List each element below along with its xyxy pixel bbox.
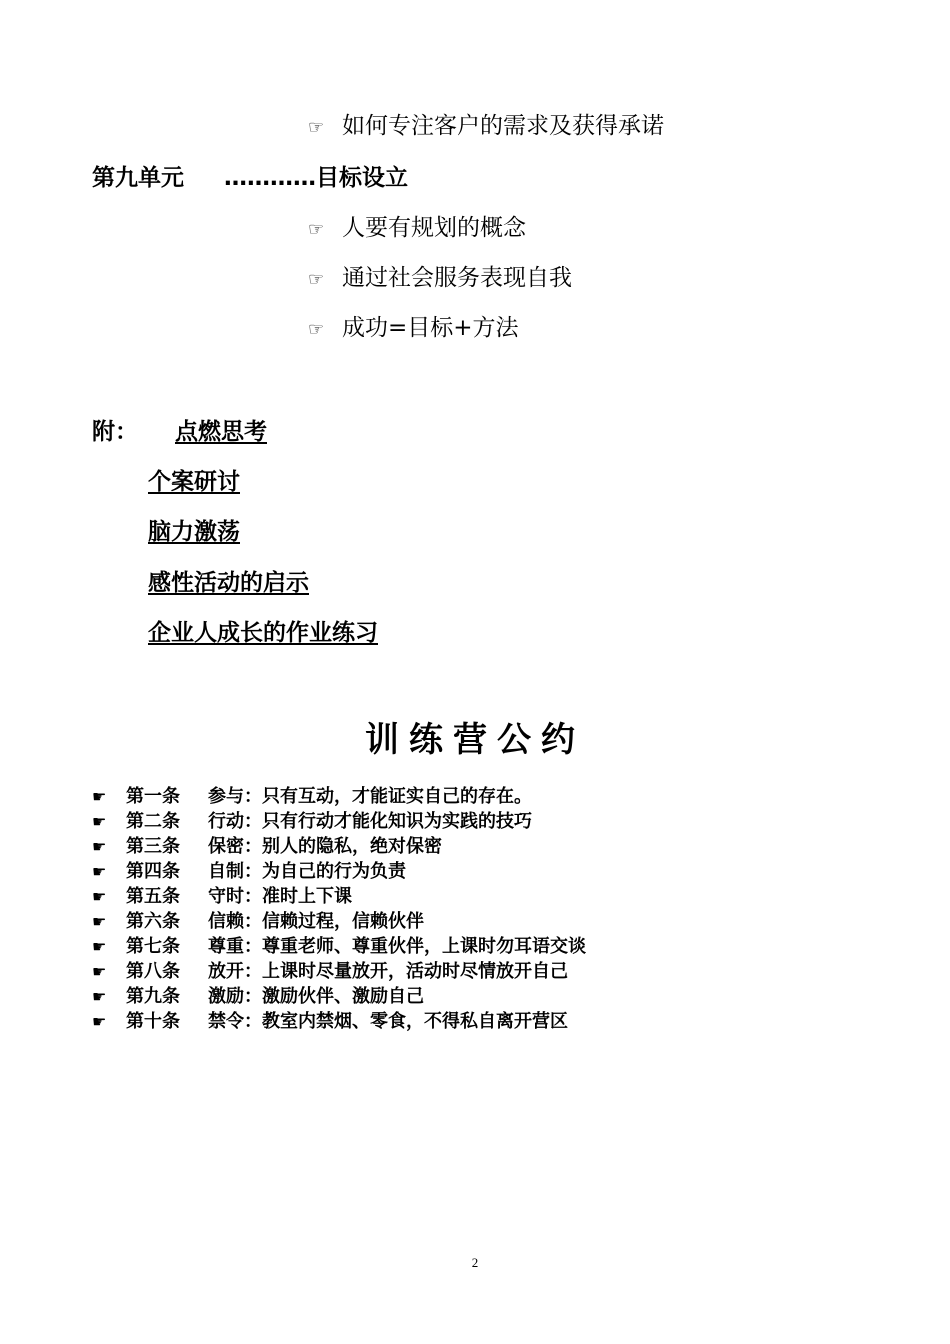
- pointing-hand-icon: ☞: [308, 319, 325, 340]
- rule-text: 守时：准时上下课: [208, 886, 352, 907]
- rule-item: [92, 834, 586, 859]
- pointing-hand-icon: ☛: [92, 787, 107, 806]
- rule-number: 第三条: [126, 836, 180, 857]
- rule-number: 第五条: [126, 886, 180, 907]
- rule-text: 激励：激励伙伴、激励自己: [208, 986, 424, 1007]
- bullet-item: [308, 313, 519, 345]
- appendix-heading: [92, 417, 138, 447]
- unit-dots: …………: [224, 165, 316, 191]
- rule-item: [92, 984, 586, 1009]
- rule-text: 保密：别人的隐私，绝对保密: [208, 836, 442, 857]
- appendix-item: 脑力激荡: [148, 519, 240, 545]
- rule-number: 第十条: [126, 1011, 180, 1032]
- appendix-item: 点燃思考: [175, 419, 267, 445]
- unit-heading: [92, 163, 408, 193]
- rule-item: [92, 959, 586, 984]
- pointing-hand-icon: ☛: [92, 912, 107, 931]
- rule-item: [92, 859, 586, 884]
- rule-number: 第七条: [126, 936, 180, 957]
- pointing-hand-icon: ☛: [92, 887, 107, 906]
- pointing-hand-icon: ☞: [308, 117, 325, 138]
- pointing-hand-icon: ☛: [92, 962, 107, 981]
- rule-text: 参与：只有互动，才能证实自己的存在。: [208, 786, 532, 807]
- pointing-hand-icon: ☛: [92, 937, 107, 956]
- rule-number: 第六条: [126, 911, 180, 932]
- appendix-item: 企业人成长的作业练习: [148, 620, 378, 646]
- pointing-hand-icon: ☞: [308, 219, 325, 240]
- covenant-rules: [92, 784, 586, 1034]
- rule-text: 尊重：尊重老师、尊重伙伴，上课时勿耳语交谈: [208, 936, 586, 957]
- unit-label: 第九单元: [92, 165, 184, 191]
- rule-item: [92, 909, 586, 934]
- rule-text: 自制：为自己的行为负责: [208, 861, 406, 882]
- bullet-text: 人要有规划的概念: [342, 215, 526, 241]
- rule-number: 第四条: [126, 861, 180, 882]
- rule-item: [92, 934, 586, 959]
- pointing-hand-icon: ☛: [92, 812, 107, 831]
- rule-item: [92, 784, 586, 809]
- bullet-text: 通过社会服务表现自我: [342, 265, 572, 291]
- pointing-hand-icon: ☞: [308, 269, 325, 290]
- rule-item: [92, 1009, 586, 1034]
- page-number: 2: [471, 1255, 479, 1270]
- rule-text: 禁令：教室内禁烟、零食，不得私自离开营区: [208, 1011, 568, 1032]
- pointing-hand-icon: ☛: [92, 837, 107, 856]
- pointing-hand-icon: ☛: [92, 1012, 107, 1031]
- rule-number: 第九条: [126, 986, 180, 1007]
- rule-text: 信赖：信赖过程，信赖伙伴: [208, 911, 424, 932]
- rule-number: 第二条: [126, 811, 180, 832]
- bullet-text: 如何专注客户的需求及获得承诺: [342, 113, 664, 139]
- bullet-text: 成功=目标+方法: [342, 315, 519, 341]
- rule-item: [92, 884, 586, 909]
- rule-number: 第八条: [126, 961, 180, 982]
- pointing-hand-icon: ☛: [92, 987, 107, 1006]
- pointing-hand-icon: ☛: [92, 862, 107, 881]
- rule-item: [92, 809, 586, 834]
- bullet-item: [308, 263, 572, 295]
- bullet-item: [308, 111, 664, 143]
- rule-text: 行动：只有行动才能化知识为实践的技巧: [208, 811, 532, 832]
- bullet-item: [308, 213, 526, 245]
- appendix-label: 附：: [92, 419, 138, 445]
- covenant-title: 训练营公约: [365, 720, 585, 760]
- unit-topic: 目标设立: [316, 165, 408, 191]
- appendix-item: 个案研讨: [148, 469, 240, 495]
- rule-number: 第一条: [126, 786, 180, 807]
- rule-text: 放开：上课时尽量放开，活动时尽情放开自己: [208, 961, 568, 982]
- appendix-item: 感性活动的启示: [148, 570, 309, 596]
